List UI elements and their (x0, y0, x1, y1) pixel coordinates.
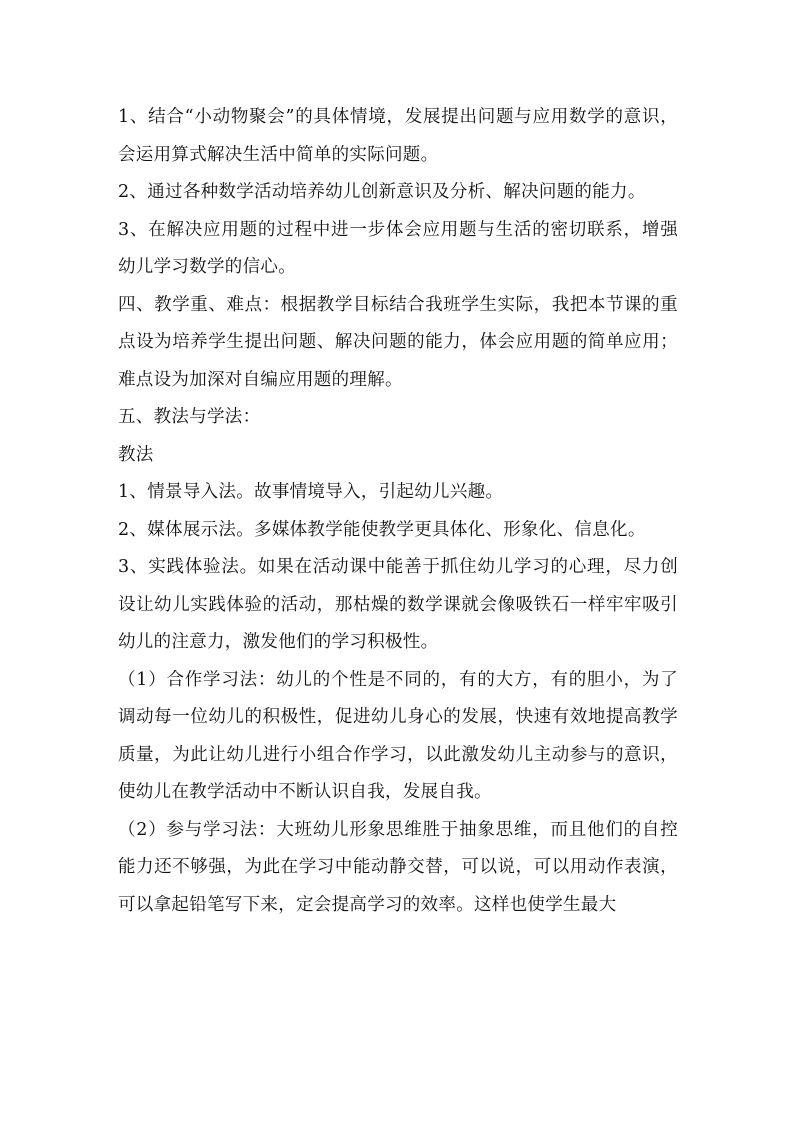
paragraph-method-3: 3、实践体验法。如果在活动课中能善于抓住幼儿学习的心理，尽力创设让幼儿实践体验的活动，那枯燥的数学课就会像吸铁石一样牢牢吸引幼儿的注意力，激发他们的学习积极性。 (118, 557, 678, 652)
paragraph-goal-3: 3、在解决应用题的过程中进一步体会应用题与生活的密切联系，增强幼儿学习数学的信心。 (118, 219, 678, 277)
paragraph-method-1: 1、情景导入法。故事情境导入，引起幼儿兴趣。 (118, 482, 504, 502)
document-body (118, 99, 678, 924)
paragraph-method-2: 2、媒体展示法。多媒体教学能使教学更具体化、形象化、信息化。 (118, 519, 646, 540)
heading-methods: 五、教法与学法： (118, 407, 261, 427)
paragraph-goal-1: 1、结合“小动物聚会”的具体情境，发展提出问题与应用数学的意识，会运用算式解决生活中简单的实际问题。 (118, 107, 678, 165)
paragraph-participatory-learning: （2）参与学习法：大班幼儿形象思维胜于抽象思维，而且他们的自控能力还不够强，为此在学习中能动静交替，可以说，可以用动作表演，可以拿起铅笔写下来，定会提高学习的效率。这样也使学生最大 (118, 819, 678, 915)
heading-teaching-methods: 教法 (118, 444, 154, 465)
paragraph-key-points: 四、教学重、难点：根据教学目标结合我班学生实际，我把本节课的重点设为培养学生提出问题、解决问题的能力，体会应用题的简单应用；难点设为加深对自编应用题的理解。 (118, 294, 678, 390)
paragraph-goal-2: 2、通过各种数学活动培养幼儿创新意识及分析、解决问题的能力。 (118, 182, 646, 202)
paragraph-cooperative-learning: （1）合作学习法：幼儿的个性是不同的，有的大方，有的胆小，为了调动每一位幼儿的积极性，促进幼儿身心的发展，快速有效地提高教学质量，为此让幼儿进行小组合作学习，以此激发幼儿主动参与的意识，使幼儿在教学活动中不断认识自我，发展自我。 (118, 669, 678, 802)
